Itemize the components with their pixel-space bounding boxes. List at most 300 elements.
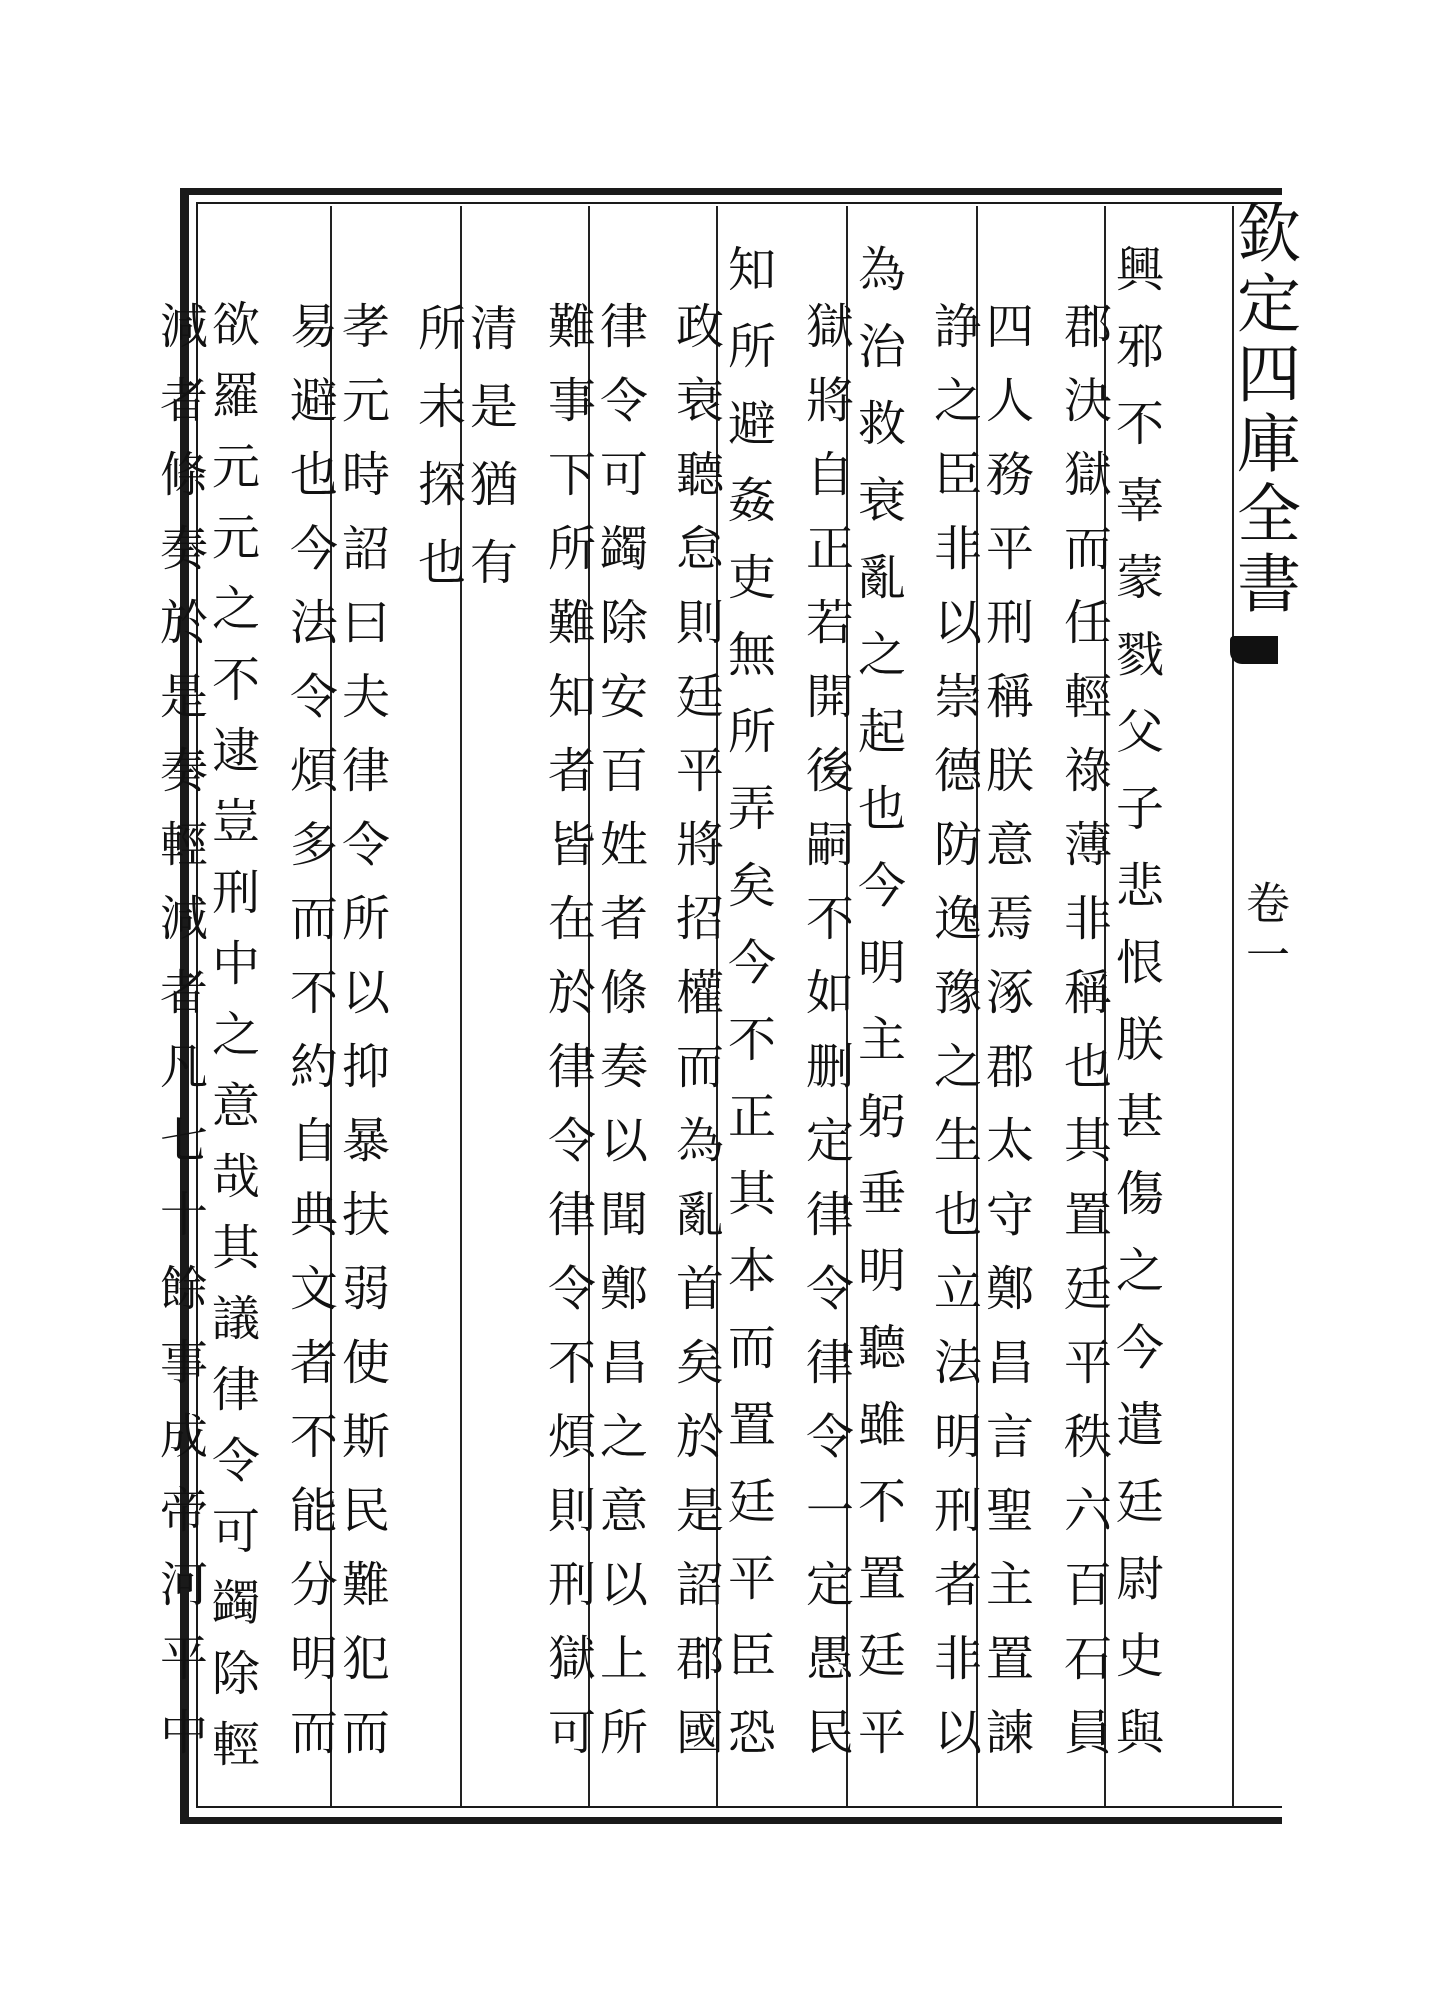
glyph: 皆 (547, 817, 596, 873)
glyph: 事 (159, 1335, 208, 1391)
glyph: 不 (805, 891, 854, 947)
glyph: 政 (675, 299, 724, 355)
glyph: 定 (805, 1557, 854, 1613)
glyph: 決 (1063, 373, 1112, 429)
glyph: 刑 (933, 1483, 982, 1539)
glyph: 稱 (1063, 965, 1112, 1021)
glyph: 焉 (985, 891, 1034, 947)
glyph: 十 (159, 1187, 208, 1243)
glyph: 能 (289, 1483, 338, 1539)
glyph: 正 (805, 521, 854, 577)
glyph: 之 (933, 373, 982, 429)
glyph: 豈 (211, 794, 260, 850)
glyph: 置 (857, 1551, 906, 1607)
glyph: 以 (599, 1557, 648, 1613)
glyph: 猶 (469, 457, 518, 513)
glyph: 七 (159, 1113, 208, 1169)
glyph: 可 (599, 447, 648, 503)
glyph: 元 (211, 439, 260, 495)
glyph: 鄭 (985, 1261, 1034, 1317)
glyph: 將 (675, 817, 724, 873)
glyph: 之 (933, 1039, 982, 1095)
glyph: 欲 (211, 297, 260, 353)
glyph: 知 (727, 242, 776, 298)
glyph: 後 (805, 743, 854, 799)
glyph: 成 (159, 1409, 208, 1465)
glyph: 難 (547, 299, 596, 355)
glyph: 律 (547, 1039, 596, 1095)
glyph: 詔 (341, 521, 390, 577)
glyph: 矣 (727, 858, 776, 914)
glyph: 帝 (159, 1483, 208, 1539)
glyph: 郡 (985, 1039, 1034, 1095)
glyph: 豫 (933, 965, 982, 1021)
glyph: 置 (1063, 1187, 1112, 1243)
glyph: 為 (857, 242, 906, 298)
glyph: 尉 (1115, 1551, 1164, 1607)
glyph: 羅 (211, 368, 260, 424)
glyph: 石 (1063, 1631, 1112, 1687)
glyph: 今 (727, 935, 776, 991)
glyph: 不 (289, 1409, 338, 1465)
glyph: 者 (159, 965, 208, 1021)
glyph: 聖 (985, 1483, 1034, 1539)
glyph: 非 (933, 1631, 982, 1687)
glyph: 不 (289, 965, 338, 1021)
text-column-12 (416, 290, 468, 602)
glyph: 令 (211, 1433, 260, 1489)
glyph: 律 (805, 1335, 854, 1391)
glyph: 餘 (159, 1261, 208, 1317)
text-column-10 (546, 290, 598, 1770)
glyph: 所 (727, 319, 776, 375)
glyph: 平 (857, 1705, 906, 1761)
glyph: 子 (1115, 781, 1164, 837)
glyph: 不 (547, 1335, 596, 1391)
glyph: 置 (727, 1397, 776, 1453)
glyph: 逸 (933, 891, 982, 947)
glyph: 所 (727, 704, 776, 760)
glyph: 是 (469, 379, 518, 435)
glyph: 也 (857, 781, 906, 837)
glyph: 奏 (599, 1039, 648, 1095)
glyph: 民 (341, 1483, 390, 1539)
glyph: 孝 (341, 299, 390, 355)
glyph: 未 (417, 379, 466, 435)
glyph: 令 (289, 669, 338, 725)
glyph: 明 (857, 1243, 906, 1299)
glyph: 於 (547, 965, 596, 1021)
volume-label (1232, 880, 1294, 984)
glyph: 所 (417, 301, 466, 357)
glyph: 文 (289, 1261, 338, 1317)
glyph: 生 (933, 1113, 982, 1169)
glyph: 朕 (1115, 1012, 1164, 1068)
glyph: 祿 (1063, 743, 1112, 799)
glyph: 也 (289, 447, 338, 503)
glyph: 而 (727, 1320, 776, 1376)
glyph: 一 (805, 1483, 854, 1539)
glyph: 昌 (985, 1335, 1034, 1391)
glyph: 煩 (289, 743, 338, 799)
glyph: 而 (675, 1039, 724, 1095)
glyph: 自 (805, 447, 854, 503)
glyph: 興 (1115, 242, 1164, 298)
glyph: 為 (675, 1113, 724, 1169)
volume-label-text: 卷一 (1238, 880, 1289, 984)
glyph: 悲 (1115, 858, 1164, 914)
glyph: 之 (857, 627, 906, 683)
glyph: 明 (289, 1631, 338, 1687)
glyph: 聽 (857, 1320, 906, 1376)
glyph: 矣 (675, 1335, 724, 1391)
glyph: 下 (547, 447, 596, 503)
glyph: 戮 (1115, 627, 1164, 683)
glyph: 詔 (675, 1557, 724, 1613)
glyph: 刑 (211, 865, 260, 921)
glyph: 防 (933, 817, 982, 873)
glyph: 之 (599, 1409, 648, 1465)
fishtail-mark-icon (1230, 636, 1278, 664)
glyph: 之 (211, 1007, 260, 1063)
glyph: 河 (159, 1557, 208, 1613)
glyph: 扶 (341, 1187, 390, 1243)
text-column-3 (984, 290, 1036, 1770)
glyph: 不 (211, 652, 260, 708)
glyph: 之 (211, 581, 260, 637)
glyph: 減 (159, 891, 208, 947)
glyph: 避 (727, 396, 776, 452)
text-column-14 (288, 290, 340, 1770)
glyph: 奏 (159, 743, 208, 799)
glyph: 秩 (1063, 1409, 1112, 1465)
glyph: 於 (159, 595, 208, 651)
glyph: 雖 (857, 1397, 906, 1453)
glyph: 吏 (727, 550, 776, 606)
glyph: 姓 (599, 817, 648, 873)
glyph: 亂 (857, 550, 906, 606)
glyph: 所 (341, 891, 390, 947)
glyph: 治 (857, 319, 906, 375)
glyph: 是 (159, 669, 208, 725)
text-column-2 (1062, 290, 1114, 1770)
glyph: 人 (985, 373, 1034, 429)
glyph: 任 (1063, 595, 1112, 651)
glyph: 條 (159, 447, 208, 503)
glyph: 百 (1063, 1557, 1112, 1613)
glyph: 郡 (675, 1631, 724, 1687)
glyph: 亂 (675, 1187, 724, 1243)
glyph: 權 (675, 965, 724, 1021)
glyph: 蠲 (599, 521, 648, 577)
glyph: 不 (1115, 396, 1164, 452)
glyph: 曰 (341, 595, 390, 651)
glyph: 安 (599, 669, 648, 725)
glyph: 衰 (857, 473, 906, 529)
glyph: 臣 (727, 1628, 776, 1684)
glyph: 薄 (1063, 817, 1112, 873)
glyph: 也 (417, 535, 466, 591)
glyph: 恨 (1115, 935, 1164, 991)
glyph: 意 (985, 817, 1034, 873)
glyph: 置 (985, 1631, 1034, 1687)
glyph: 廷 (1115, 1474, 1164, 1530)
glyph: 也 (933, 1187, 982, 1243)
glyph: 難 (547, 595, 596, 651)
glyph: 父 (1115, 704, 1164, 760)
glyph: 躬 (857, 1089, 906, 1145)
text-column-8 (674, 290, 726, 1770)
glyph: 所 (599, 1705, 648, 1761)
glyph: 條 (599, 965, 648, 1021)
glyph: 六 (1063, 1483, 1112, 1539)
glyph: 平 (1063, 1335, 1112, 1391)
glyph: 刑 (985, 595, 1034, 651)
text-column-11 (468, 290, 520, 602)
glyph: 如 (805, 965, 854, 1021)
text-column-13 (340, 290, 392, 1770)
glyph: 而 (289, 891, 338, 947)
glyph: 法 (289, 595, 338, 651)
glyph: 時 (341, 447, 390, 503)
glyph: 恐 (727, 1705, 776, 1761)
glyph: 獄 (1063, 447, 1112, 503)
text-column-7 (726, 232, 778, 1772)
glyph: 廷 (727, 1474, 776, 1530)
glyph: 其 (727, 1166, 776, 1222)
text-column-16 (158, 290, 210, 1770)
glyph: 哉 (211, 1149, 260, 1205)
glyph: 朕 (985, 743, 1034, 799)
glyph: 而 (341, 1705, 390, 1761)
glyph: 諍 (933, 299, 982, 355)
glyph: 元 (341, 373, 390, 429)
glyph: 是 (675, 1483, 724, 1539)
glyph: 太 (985, 1113, 1034, 1169)
glyph: 鄭 (599, 1261, 648, 1317)
glyph: 則 (547, 1483, 596, 1539)
text-column-4 (932, 290, 984, 1770)
glyph: 衰 (675, 373, 724, 429)
glyph: 蒙 (1115, 550, 1164, 606)
glyph: 遣 (1115, 1397, 1164, 1453)
glyph: 約 (289, 1039, 338, 1095)
glyph: 傷 (1115, 1166, 1164, 1222)
glyph: 輕 (211, 1717, 260, 1773)
glyph: 輕 (159, 817, 208, 873)
glyph: 廷 (857, 1628, 906, 1684)
glyph: 以 (933, 1705, 982, 1761)
glyph: 之 (1115, 1243, 1164, 1299)
glyph: 中 (159, 1705, 208, 1761)
glyph: 起 (857, 704, 906, 760)
glyph: 有 (469, 535, 518, 591)
glyph: 令 (805, 1409, 854, 1465)
glyph: 中 (211, 936, 260, 992)
glyph: 除 (211, 1646, 260, 1702)
text-column-5 (856, 232, 908, 1772)
glyph: 甚 (1115, 1089, 1164, 1145)
glyph: 也 (1063, 1039, 1112, 1095)
glyph: 員 (1063, 1705, 1112, 1761)
glyph: 抑 (341, 1039, 390, 1095)
glyph: 刑 (547, 1557, 596, 1613)
glyph: 德 (933, 743, 982, 799)
glyph: 招 (675, 891, 724, 947)
glyph: 言 (985, 1409, 1034, 1465)
glyph: 律 (341, 743, 390, 799)
glyph: 所 (547, 521, 596, 577)
glyph: 昌 (599, 1335, 648, 1391)
glyph: 救 (857, 396, 906, 452)
glyph: 者 (933, 1557, 982, 1613)
glyph: 以 (341, 965, 390, 1021)
glyph: 郡 (1063, 299, 1112, 355)
glyph: 弱 (341, 1261, 390, 1317)
glyph: 今 (289, 521, 338, 577)
glyph: 怠 (675, 521, 724, 577)
glyph: 而 (289, 1705, 338, 1761)
glyph: 正 (727, 1089, 776, 1145)
glyph: 辜 (1115, 473, 1164, 529)
glyph: 令 (547, 1113, 596, 1169)
glyph: 臣 (933, 447, 982, 503)
glyph: 主 (857, 1012, 906, 1068)
glyph: 明 (933, 1409, 982, 1465)
glyph: 崇 (933, 669, 982, 725)
glyph: 者 (547, 743, 596, 799)
glyph: 姦 (727, 473, 776, 529)
glyph: 凡 (159, 1039, 208, 1095)
glyph: 民 (805, 1705, 854, 1761)
glyph: 而 (1063, 521, 1112, 577)
glyph: 使 (341, 1335, 390, 1391)
glyph: 律 (599, 299, 648, 355)
glyph: 斯 (341, 1409, 390, 1465)
glyph: 事 (547, 373, 596, 429)
glyph: 者 (599, 891, 648, 947)
glyph: 聽 (675, 447, 724, 503)
glyph: 無 (727, 627, 776, 683)
glyph: 可 (547, 1705, 596, 1761)
glyph: 愚 (805, 1631, 854, 1687)
glyph: 定 (805, 1113, 854, 1169)
glyph: 輕 (1063, 669, 1112, 725)
glyph: 以 (933, 595, 982, 651)
glyph: 多 (289, 817, 338, 873)
glyph: 不 (857, 1474, 906, 1530)
glyph: 首 (675, 1261, 724, 1317)
glyph: 立 (933, 1261, 982, 1317)
glyph: 元 (211, 510, 260, 566)
book-title-text: 欽定四庫全書 (1226, 200, 1300, 620)
glyph: 律 (547, 1187, 596, 1243)
glyph: 探 (417, 457, 466, 513)
glyph: 國 (675, 1705, 724, 1761)
glyph: 其 (1063, 1113, 1112, 1169)
glyph: 守 (985, 1187, 1034, 1243)
glyph: 除 (599, 595, 648, 651)
glyph: 不 (727, 1012, 776, 1068)
glyph: 於 (675, 1409, 724, 1465)
glyph: 平 (159, 1631, 208, 1687)
book-title (1226, 200, 1300, 620)
glyph: 奏 (159, 521, 208, 577)
glyph: 主 (985, 1557, 1034, 1613)
text-column-9 (598, 290, 650, 1770)
glyph: 令 (547, 1261, 596, 1317)
glyph: 删 (805, 1039, 854, 1095)
glyph: 議 (211, 1291, 260, 1347)
glyph: 者 (289, 1335, 338, 1391)
glyph: 非 (1063, 891, 1112, 947)
glyph: 則 (675, 595, 724, 651)
glyph: 上 (599, 1631, 648, 1687)
glyph: 暴 (341, 1113, 390, 1169)
glyph: 今 (857, 858, 906, 914)
text-column-6 (804, 290, 856, 1770)
glyph: 逮 (211, 723, 260, 779)
glyph: 嗣 (805, 817, 854, 873)
glyph: 分 (289, 1557, 338, 1613)
glyph: 律 (211, 1362, 260, 1418)
glyph: 犯 (341, 1631, 390, 1687)
glyph: 典 (289, 1187, 338, 1243)
glyph: 務 (985, 447, 1034, 503)
glyph: 自 (289, 1113, 338, 1169)
glyph: 令 (805, 1261, 854, 1317)
glyph: 易 (289, 299, 338, 355)
glyph: 非 (933, 521, 982, 577)
glyph: 涿 (985, 965, 1034, 1021)
glyph: 令 (341, 817, 390, 873)
glyph: 難 (341, 1557, 390, 1613)
glyph: 平 (727, 1551, 776, 1607)
glyph: 知 (547, 669, 596, 725)
glyph: 避 (289, 373, 338, 429)
text-column-1 (1114, 232, 1166, 1772)
glyph: 法 (933, 1335, 982, 1391)
glyph: 明 (857, 935, 906, 991)
glyph: 意 (211, 1078, 260, 1134)
glyph: 律 (805, 1187, 854, 1243)
glyph: 稱 (985, 669, 1034, 725)
glyph: 若 (805, 595, 854, 651)
glyph: 獄 (805, 299, 854, 355)
glyph: 其 (211, 1220, 260, 1276)
glyph: 弄 (727, 781, 776, 837)
glyph: 諫 (985, 1705, 1034, 1761)
glyph: 垂 (857, 1166, 906, 1222)
glyph: 在 (547, 891, 596, 947)
glyph: 可 (211, 1504, 260, 1560)
glyph: 史 (1115, 1628, 1164, 1684)
glyph: 聞 (599, 1187, 648, 1243)
glyph: 以 (599, 1113, 648, 1169)
glyph: 與 (1115, 1705, 1164, 1761)
glyph: 清 (469, 301, 518, 357)
glyph: 邪 (1115, 319, 1164, 375)
glyph: 將 (805, 373, 854, 429)
glyph: 百 (599, 743, 648, 799)
glyph: 煩 (547, 1409, 596, 1465)
glyph: 四 (985, 299, 1034, 355)
glyph: 開 (805, 669, 854, 725)
glyph: 本 (727, 1243, 776, 1299)
glyph: 者 (159, 373, 208, 429)
glyph: 減 (159, 299, 208, 355)
glyph: 廷 (1063, 1261, 1112, 1317)
